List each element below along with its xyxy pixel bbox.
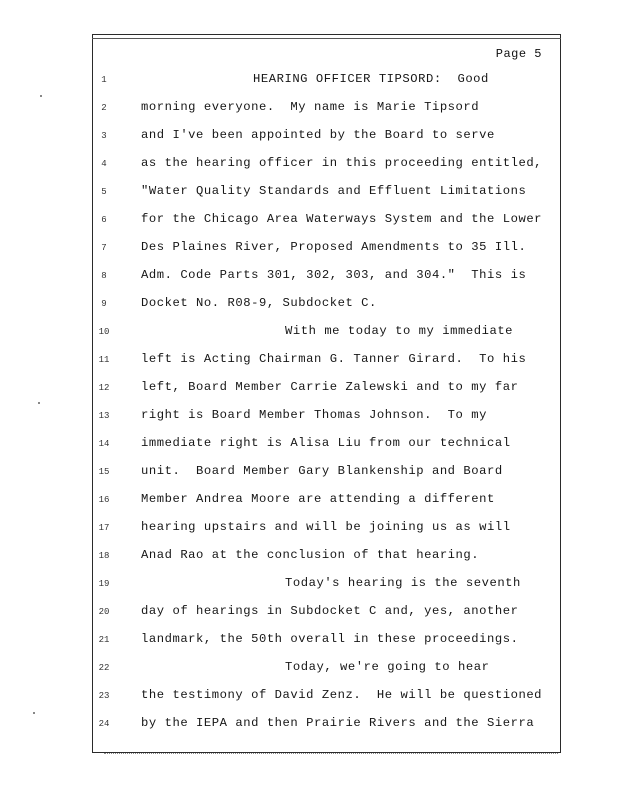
transcript-line: and I've been appointed by the Board to serve: [141, 128, 495, 142]
transcript-line: unit. Board Member Gary Blankenship and Board: [141, 464, 503, 478]
transcript-line: Des Plaines River, Proposed Amendments to 35 Ill.: [141, 240, 527, 254]
line-number: 3: [101, 131, 107, 141]
transcript-line: Anad Rao at the conclusion of that hearing.: [141, 548, 480, 562]
transcript-line: the testimony of David Zenz. He will be questioned: [141, 688, 543, 702]
line-number: 22: [98, 663, 110, 673]
scan-speck: [33, 712, 35, 714]
line-number: 9: [101, 299, 107, 309]
transcript-line: right is Board Member Thomas Johnson. To my: [141, 408, 488, 422]
line-number: 21: [98, 635, 110, 645]
transcript-line: With me today to my immediate: [285, 324, 514, 338]
line-number: 11: [98, 355, 110, 365]
line-number: 24: [98, 719, 110, 729]
transcript-page: [92, 34, 561, 753]
line-number: 13: [98, 411, 110, 421]
line-number: 19: [98, 579, 110, 589]
transcript-line: immediate right is Alisa Liu from our technical: [141, 436, 511, 450]
transcript-line: for the Chicago Area Waterways System and the Lower: [141, 212, 543, 226]
line-number: 12: [98, 383, 110, 393]
transcript-line: hearing upstairs and will be joining us as will: [141, 520, 511, 534]
transcript-line: landmark, the 50th overall in these proceedings.: [141, 632, 519, 646]
transcript-line: left is Acting Chairman G. Tanner Girard. To his: [141, 352, 527, 366]
scan-speck: [38, 402, 40, 404]
transcript-line: Adm. Code Parts 301, 302, 303, and 304." This is: [141, 268, 527, 282]
bottom-scan-line: [104, 753, 558, 754]
transcript-line: Member Andrea Moore are attending a different: [141, 492, 495, 506]
transcript-line: Today, we're going to hear: [285, 660, 490, 674]
transcript-line: "Water Quality Standards and Effluent Limitations: [141, 184, 527, 198]
transcript-line: by the IEPA and then Prairie Rivers and the Sierra: [141, 716, 535, 730]
transcript-line: HEARING OFFICER TIPSORD: Good: [253, 72, 489, 86]
line-number: 1: [101, 75, 107, 85]
line-number: 5: [101, 187, 107, 197]
transcript-line: Docket No. R08-9, Subdocket C.: [141, 296, 377, 310]
transcript-line: Today's hearing is the seventh: [285, 576, 521, 590]
scan-speck: [40, 95, 42, 97]
line-number: 14: [98, 439, 110, 449]
line-number: 2: [101, 103, 107, 113]
line-number: 6: [101, 215, 107, 225]
line-number: 15: [98, 467, 110, 477]
line-number: 4: [101, 159, 107, 169]
transcript-line: morning everyone. My name is Marie Tipsord: [141, 100, 480, 114]
line-number: 17: [98, 523, 110, 533]
line-number: 16: [98, 495, 110, 505]
line-number: 20: [98, 607, 110, 617]
line-number: 8: [101, 271, 107, 281]
line-number: 7: [101, 243, 107, 253]
transcript-line: as the hearing officer in this proceeding entitled,: [141, 156, 543, 170]
line-number: 18: [98, 551, 110, 561]
transcript-line: left, Board Member Carrie Zalewski and to my far: [141, 380, 519, 394]
page-number: Page 5: [495, 47, 542, 61]
transcript-line: day of hearings in Subdocket C and, yes, another: [141, 604, 519, 618]
line-number: 10: [98, 327, 110, 337]
line-number: 23: [98, 691, 110, 701]
